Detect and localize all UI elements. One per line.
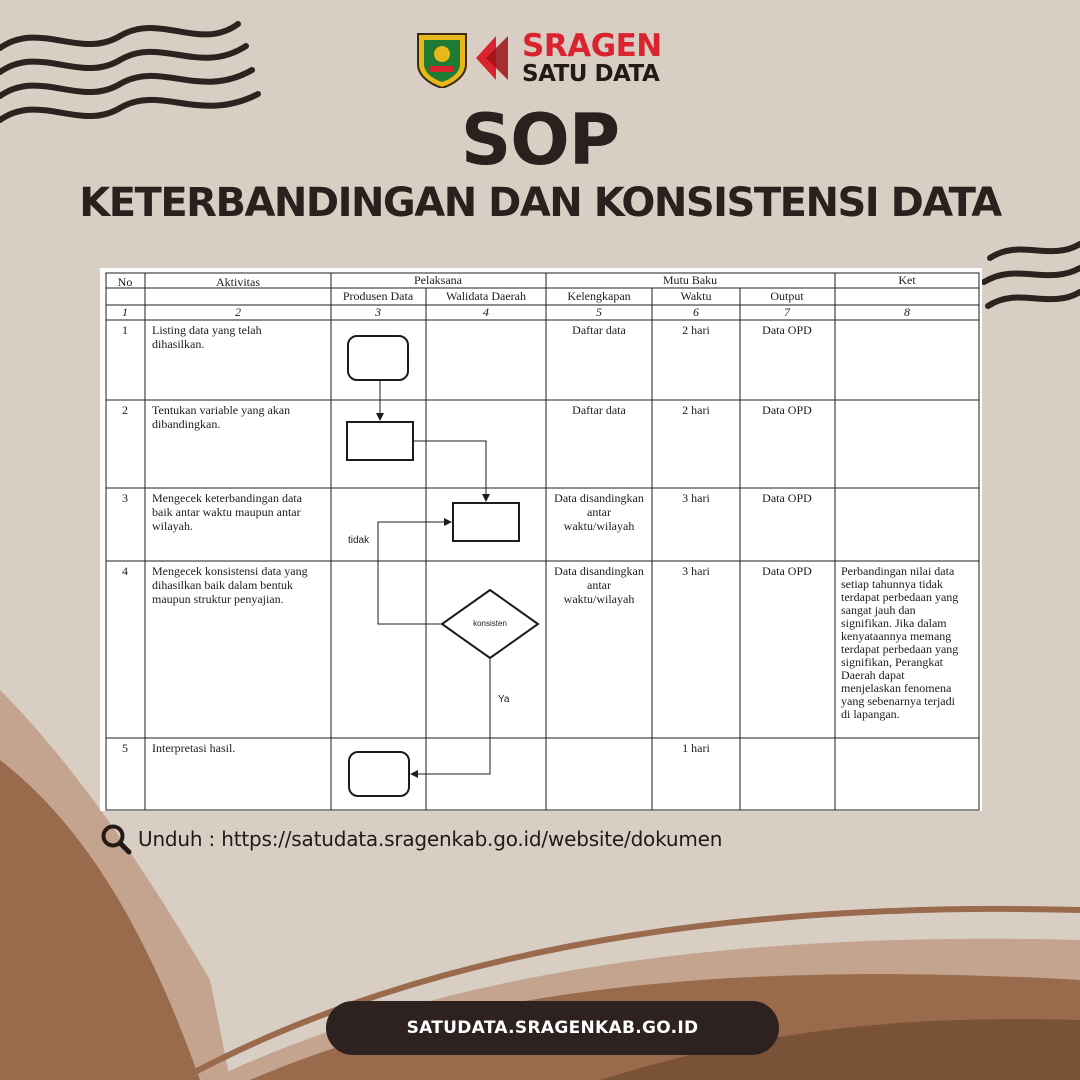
flow-label-tidak: tidak [348, 535, 370, 546]
download-link-row[interactable] [100, 822, 722, 856]
row-ket: di lapangan. [841, 707, 900, 721]
row-number: 4 [122, 564, 128, 578]
row-output: Data OPD [762, 491, 812, 505]
row-waktu: 2 hari [682, 403, 710, 417]
page-title: SOP [460, 99, 620, 181]
row-ket: terdapat perbedaan yang [841, 590, 959, 604]
row-output: Data OPD [762, 564, 812, 578]
row-waktu: 1 hari [682, 741, 710, 755]
row-kelengkapan: antar [587, 578, 611, 592]
brand-logo [416, 30, 666, 88]
header-aktivitas: Aktivitas [216, 275, 260, 289]
header-produsen: Produsen Data [342, 289, 414, 303]
flow-process-variables [347, 422, 413, 460]
column-number: 2 [235, 305, 241, 319]
row-aktivitas: Listing data yang telah [152, 323, 262, 337]
header-ket: Ket [898, 273, 916, 287]
column-number: 4 [483, 305, 489, 319]
header-mutu-baku: Mutu Baku [662, 273, 718, 287]
row-aktivitas: dihasilkan baik dalam bentuk [152, 578, 293, 592]
flow-process-keterbandingan [453, 503, 519, 541]
row-ket: yang sebenarnya terjadi [841, 694, 955, 708]
row-kelengkapan: Data disandingkan [554, 564, 644, 578]
row-aktivitas: maupun struktur penyajian. [152, 592, 284, 606]
row-ket: sangat jauh dan [841, 603, 916, 617]
row-number: 3 [122, 491, 128, 505]
sop-table-flowchart [100, 268, 982, 811]
flow-connectors [378, 380, 490, 774]
brand-name-sragen: SRAGEN [522, 28, 662, 64]
row-output: Data OPD [762, 323, 812, 337]
row-waktu: 3 hari [682, 564, 710, 578]
column-number: 3 [375, 305, 381, 319]
flow-end-terminator [349, 752, 409, 796]
column-number: 8 [904, 305, 910, 319]
column-number: 7 [784, 305, 790, 319]
row-ket: Perbandingan nilai data [841, 564, 955, 578]
row-kelengkapan: waktu/wilayah [563, 592, 635, 606]
row-number: 5 [122, 741, 128, 755]
download-url[interactable]: Unduh : https://satudata.sragenkab.go.id/website/dokumen [138, 827, 723, 851]
row-aktivitas: Tentukan variable yang akan [152, 403, 291, 417]
column-number: 1 [122, 305, 128, 319]
row-ket: signifikan. Jika dalam [841, 616, 947, 630]
row-aktivitas: Mengecek konsistensi data yang [152, 564, 308, 578]
row-waktu: 2 hari [682, 323, 710, 337]
row-ket: terdapat perbedaan yang [841, 642, 959, 656]
row-kelengkapan: Daftar data [572, 323, 626, 337]
row-ket: signifikan, Perangkat [841, 655, 943, 669]
column-number: 6 [693, 305, 699, 319]
row-aktivitas: Interpretasi hasil. [152, 741, 236, 755]
flow-label-ya: Ya [498, 694, 510, 705]
column-numbers [122, 305, 910, 319]
header-output: Output [770, 289, 804, 303]
row-aktivitas: wilayah. [152, 519, 193, 533]
flowchart [347, 336, 538, 796]
row-aktivitas: baik antar waktu maupun antar [152, 505, 301, 519]
row-number: 1 [122, 323, 128, 337]
row-ket: menjelaskan fenomena [841, 681, 952, 695]
page-subtitle: KETERBANDINGAN DAN KONSISTENSI DATA [79, 180, 1001, 226]
row-aktivitas: dihasilkan. [152, 337, 205, 351]
row-aktivitas: dibandingkan. [152, 417, 221, 431]
header-pelaksana: Pelaksana [414, 273, 462, 287]
row-kelengkapan: Data disandingkan [554, 491, 644, 505]
sop-document [100, 268, 982, 811]
squiggle-lines-right [984, 244, 1080, 306]
row-number: 2 [122, 403, 128, 417]
row-ket: setiap tahunnya tidak [841, 577, 943, 591]
header-no: No [117, 275, 133, 289]
row-kelengkapan: waktu/wilayah [563, 519, 635, 533]
flow-start-terminator [348, 336, 408, 380]
footer-url[interactable]: SATUDATA.SRAGENKAB.GO.ID [406, 1018, 699, 1038]
header-kelengkapan: Kelengkapan [567, 289, 631, 303]
footer-url-pill[interactable] [326, 1001, 779, 1055]
brand-name-satu-data: SATU DATA [522, 61, 660, 87]
row-kelengkapan: antar [587, 505, 611, 519]
column-number: 5 [596, 305, 602, 319]
row-output: Data OPD [762, 403, 812, 417]
row-kelengkapan: Daftar data [572, 403, 626, 417]
row-ket: Daerah dapat [841, 668, 905, 682]
sragen-emblem-icon [416, 30, 520, 88]
header-waktu: Waktu [680, 289, 712, 303]
row-aktivitas: Mengecek keterbandingan data [152, 491, 302, 505]
search-icon [100, 823, 132, 855]
header-walidata: Walidata Daerah [446, 289, 526, 303]
table-rows [122, 323, 958, 755]
decision-label: konsisten [473, 619, 507, 628]
table-grid [106, 273, 979, 810]
row-ket: kenyataannya memang [841, 629, 952, 643]
row-waktu: 3 hari [682, 491, 710, 505]
